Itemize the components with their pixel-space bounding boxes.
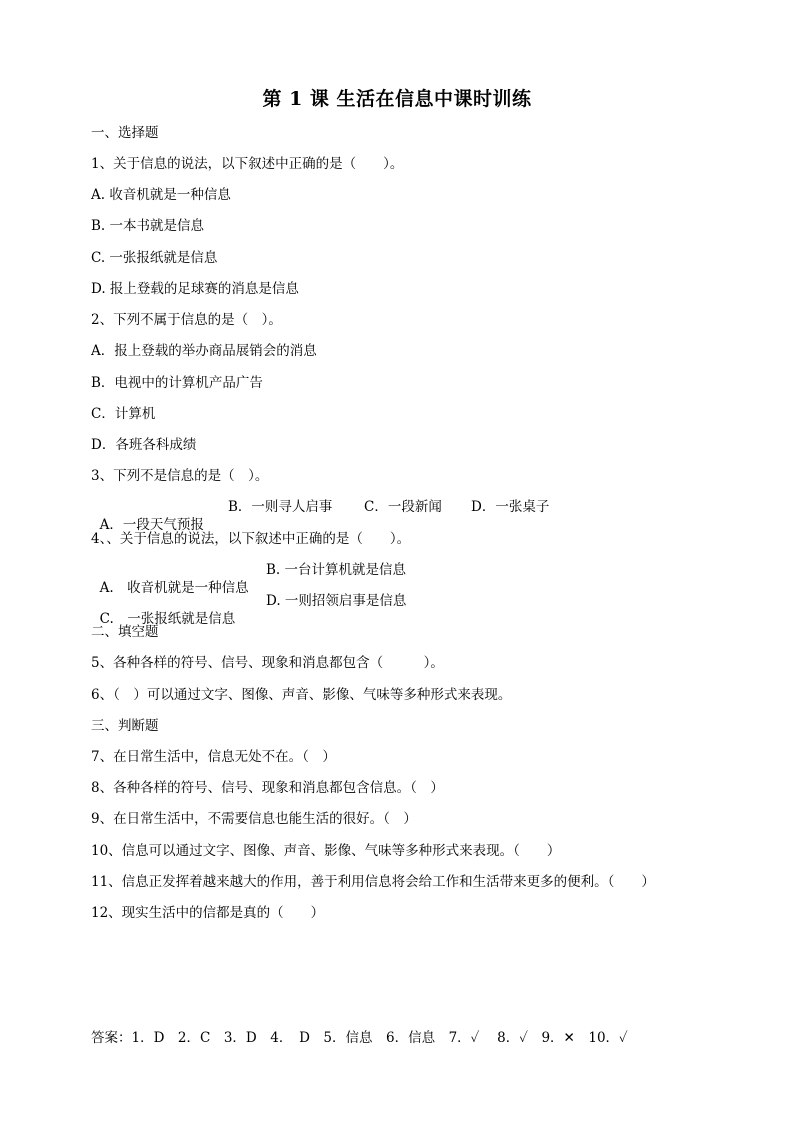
question-3-stem: 3、下列不是信息的是（ ）。: [91, 468, 269, 484]
page-title: 第 1 课 生活在信息中课时训练: [262, 88, 532, 110]
question-2-option-a: A．报上登载的举办商品展销会的消息: [91, 343, 317, 359]
question-9: 9、在日常生活中，不需要信息也能生活的很好。（ ）: [91, 811, 417, 827]
question-4-option-a: A. 收音机就是一种信息: [99, 580, 249, 596]
section-heading-choice: 一、选择题: [91, 125, 159, 141]
question-4-option-d: D. 一则招领启事是信息: [266, 593, 407, 609]
section-heading-fill-in: 二、填空题: [91, 624, 159, 640]
question-3-option-d: D．一张桌子: [471, 499, 550, 515]
question-1-option-b: B. 一本书就是信息: [91, 218, 205, 234]
question-1-stem: 1、关于信息的说法，以下叙述中正确的是（ ）。: [91, 156, 404, 172]
question-3-option-c: C．一段新闻: [364, 499, 442, 515]
question-2-option-c: C．计算机: [91, 406, 156, 422]
section-heading-true-false: 三、判断题: [91, 718, 159, 734]
question-8: 8、各种各样的符号、信号、现象和消息都包含信息。（ ）: [91, 780, 444, 796]
question-11: 11、信息正发挥着越来越大的作用，善于利用信息将会给工作和生活带来更多的便利。（ ）: [91, 874, 655, 890]
answer-key: 答案：1．D 2．C 3．D 4． D 5．信息 6．信息 7．✓ 8．✓ 9．✕ 10．✓: [91, 1030, 628, 1046]
question-2-stem: 2、下列不属于信息的是（ ）。: [91, 312, 282, 328]
question-5: 5、各种各样的符号、信号、现象和消息都包含（ ）。: [91, 655, 444, 671]
question-1-option-c: C. 一张报纸就是信息: [91, 250, 218, 266]
question-6: 6、（ ）可以通过文字、图像、声音、影像、气味等多种形式来表现。: [91, 687, 512, 703]
question-4-stem: 4、、关于信息的说法，以下叙述中正确的是（ ）。: [91, 531, 411, 547]
question-7: 7、在日常生活中，信息无处不在。（ ）: [91, 749, 336, 765]
question-12: 12、现实生活中的信都是真的（ ）: [91, 905, 325, 921]
question-4-option-c: C. 一张报纸就是信息: [99, 611, 236, 627]
question-3-option-b: B．一则寻人启事: [228, 499, 333, 515]
question-2-option-b: B．电视中的计算机产品广告: [91, 375, 263, 391]
question-1-option-a: A. 收音机就是一种信息: [91, 187, 231, 203]
question-2-option-d: D．各班各科成绩: [91, 437, 197, 453]
question-10: 10、信息可以通过文字、图像、声音、影像、气味等多种形式来表现。（ ）: [91, 843, 561, 859]
question-4-option-b: B. 一台计算机就是信息: [266, 562, 407, 578]
question-1-option-d: D. 报上登载的足球赛的消息是信息: [91, 281, 299, 297]
question-3-option-a: A．一段天气预报: [99, 517, 204, 533]
